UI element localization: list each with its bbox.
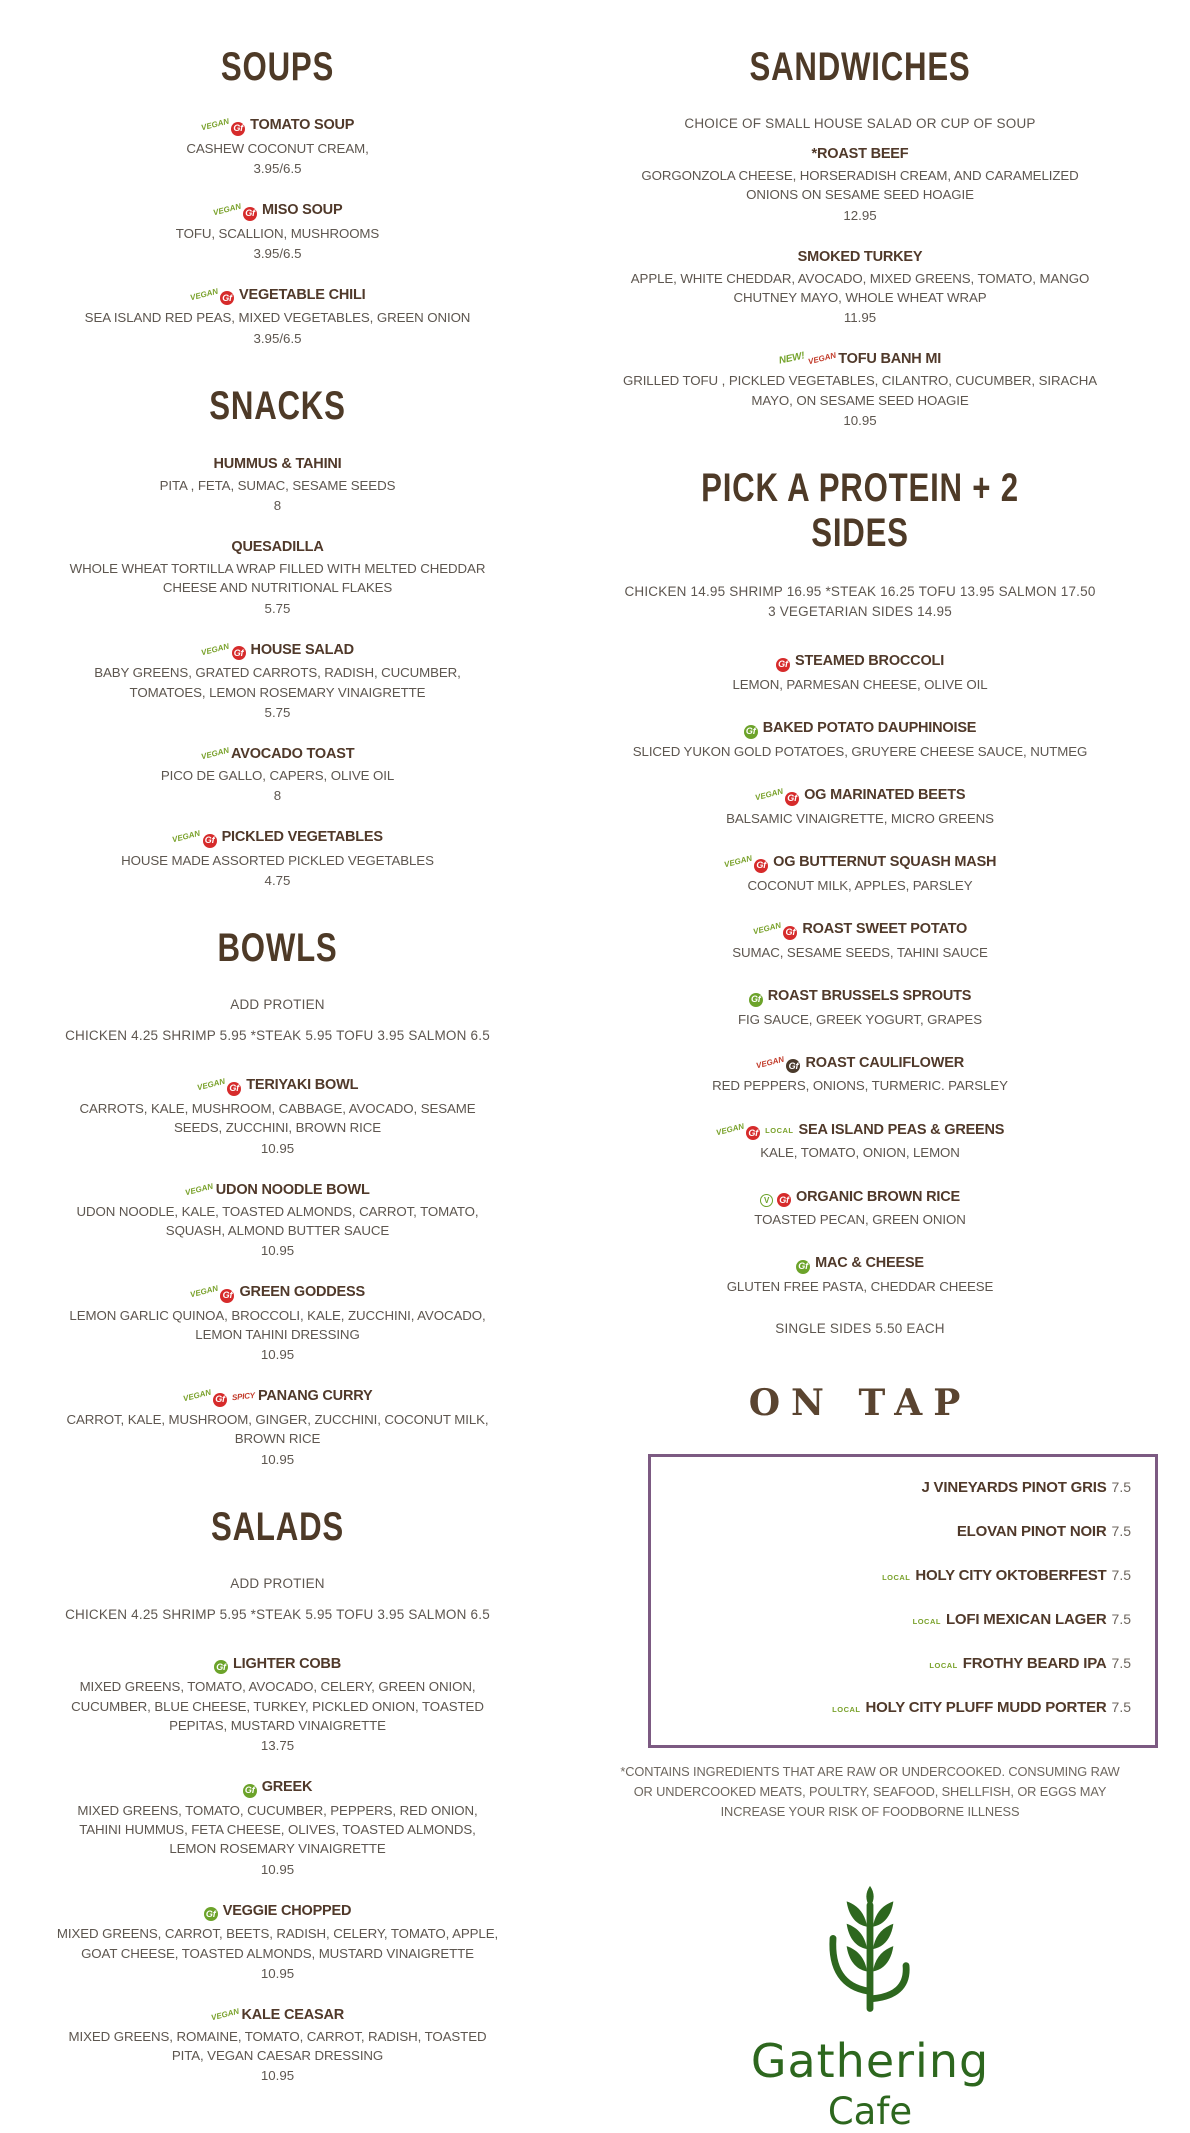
protein-prices: CHICKEN 14.95 SHRIMP 16.95 *STEAK 16.25 TOFU 13.95 SALMON 17.50 3 VEGETARIAN SIDES 14.95 xyxy=(624,583,1096,620)
item-name: KALE CEASAR xyxy=(241,2006,344,2023)
item-description: CARROT, KALE, MUSHROOM, GINGER, ZUCCHINI, COCONUT MILK, BROWN RICE xyxy=(66,1412,489,1447)
gluten-free-badge: Gf xyxy=(227,1082,241,1096)
menu-item xyxy=(620,248,1100,326)
menu-item xyxy=(620,652,1100,694)
item-name: OG MARINATED BEETS xyxy=(804,787,966,804)
local-badge: LOCAL xyxy=(912,1617,941,1627)
vegan-badge: VEGAN xyxy=(181,1388,212,1404)
item-name-line xyxy=(620,719,1100,739)
tap-item-name: J VINEYARDS PINOT GRIS xyxy=(921,1479,1107,1497)
item-price: 4.75 xyxy=(264,873,291,889)
item-price: 10.95 xyxy=(260,1965,295,1981)
item-name-line xyxy=(55,1655,500,1675)
menu-item xyxy=(55,745,500,803)
item-name-line xyxy=(620,786,1100,806)
item-name: PICKLED VEGETABLES xyxy=(221,829,383,846)
item-description: CARROTS, KALE, MUSHROOM, CABBAGE, AVOCADO, SESAME SEEDS, ZUCCHINI, BROWN RICE xyxy=(79,1101,476,1136)
item-description: GRILLED TOFU , PICKLED VEGETABLES, CILANTRO, CUCUMBER, SIRACHA MAYO, ON SESAME SEED HOAGIE xyxy=(622,373,1098,408)
item-description: TOFU, SCALLION, MUSHROOMS xyxy=(175,225,380,241)
item-description: APPLE, WHITE CHEDDAR, AVOCADO, MIXED GREENS, TOMATO, MANGO CHUTNEY MAYO, WHOLE WHEAT WRAP xyxy=(630,270,1090,306)
menu-item xyxy=(620,1188,1100,1230)
item-description: GORGONZOLA CHEESE, HORSERADISH CREAM, AND CARAMELIZED ONIONS ON SESAME SEED HOAGIE xyxy=(641,168,1079,203)
item-name: *ROAST BEEF xyxy=(811,146,909,162)
right-column xyxy=(620,45,1131,2133)
item-description: GLUTEN FREE PASTA, CHEDDAR CHEESE xyxy=(726,1279,994,1295)
item-price: 13.75 xyxy=(260,1738,295,1754)
vegan-badge: VEGAN xyxy=(806,351,837,367)
gluten-free-badge: Gf xyxy=(746,1126,760,1140)
tap-item-name: ELOVAN PINOT NOIR xyxy=(956,1523,1107,1541)
menu-item xyxy=(55,641,500,720)
menu-item xyxy=(620,350,1100,428)
tap-item-price: 7.5 xyxy=(1111,1699,1131,1716)
item-name-line xyxy=(55,2006,500,2024)
gluten-free-badge: Gf xyxy=(777,1193,791,1207)
item-name: GREEK xyxy=(261,1779,313,1796)
item-price: 8 xyxy=(273,788,282,804)
on-tap-box xyxy=(648,1454,1158,1748)
gluten-free-badge: Gf xyxy=(744,725,758,739)
section-title-salads: SALADS xyxy=(211,1504,344,1549)
item-name: HOUSE SALAD xyxy=(250,641,354,658)
item-name-line xyxy=(55,538,500,556)
item-name-line xyxy=(55,1778,500,1798)
protein-prices: CHICKEN 4.25 SHRIMP 5.95 *STEAK 5.95 TOFU 3.95 SALMON 6.5 xyxy=(65,1606,490,1622)
vegan-badge: VEGAN xyxy=(199,116,230,133)
gluten-free-badge: Gf xyxy=(203,834,217,848)
menu-item xyxy=(620,1121,1100,1163)
menu-item xyxy=(55,1902,500,1981)
item-name: GREEN GODDESS xyxy=(239,1284,365,1301)
vegan-badge: VEGAN xyxy=(755,1054,786,1071)
menu-item xyxy=(620,920,1100,962)
item-description: PICO DE GALLO, CAPERS, OLIVE OIL xyxy=(160,768,395,783)
item-name: OG BUTTERNUT SQUASH MASH xyxy=(773,854,997,871)
tap-item xyxy=(675,1479,1131,1496)
new-item-badge: NEW! xyxy=(777,350,806,367)
logo-subname: Cafe xyxy=(827,2089,913,2133)
gluten-free-badge: Gf xyxy=(776,658,790,672)
item-name: BAKED POTATO DAUPHINOISE xyxy=(762,720,977,737)
single-sides-note: SINGLE SIDES 5.50 EACH xyxy=(775,1321,945,1337)
menu-item xyxy=(620,853,1100,895)
item-description: RED PEPPERS, ONIONS, TURMERIC. PARSLEY xyxy=(712,1078,1008,1094)
wheat-icon xyxy=(811,1880,929,2026)
add-protein-note: ADD PROTIEN xyxy=(230,1575,325,1591)
tap-item-name: HOLY CITY OKTOBERFEST xyxy=(915,1567,1107,1585)
vegan-badge: VEGAN xyxy=(714,1121,745,1138)
vegan-badge: VEGAN xyxy=(200,641,231,658)
item-name-line xyxy=(55,1283,500,1303)
item-description: MIXED GREENS, TOMATO, CUCUMBER, PEPPERS, RED ONION, TAHINI HUMMUS, FETA CHEESE, OLIVES, TOASTED ALMONDS, LEMON ROSEMARY VINAIGRETTE xyxy=(77,1802,478,1857)
tap-item-price: 7.5 xyxy=(1111,1567,1131,1584)
item-description: WHOLE WHEAT TORTILLA WRAP FILLED WITH MELTED CHEDDAR CHEESE AND NUTRITIONAL FLAKES xyxy=(69,561,486,596)
item-name-line xyxy=(620,145,1100,163)
vegan-badge: VEGAN xyxy=(752,920,782,937)
add-protein-note: ADD PROTIEN xyxy=(230,997,325,1013)
item-description: PITA , FETA, SUMAC, SESAME SEEDS xyxy=(159,477,396,493)
item-name-line xyxy=(55,828,500,848)
tap-item-price: 7.5 xyxy=(1111,1479,1131,1496)
item-price: 10.95 xyxy=(260,1243,295,1259)
menu-item xyxy=(55,1076,500,1155)
menu-item xyxy=(620,987,1100,1029)
item-name: PANANG CURRY xyxy=(258,1388,373,1405)
item-price: 10.95 xyxy=(260,1140,295,1156)
left-column-sections xyxy=(55,45,500,2083)
item-name: ROAST CAULIFLOWER xyxy=(805,1054,964,1071)
menu-item xyxy=(55,538,500,616)
right-column-sections xyxy=(620,45,1131,1822)
tap-item xyxy=(675,1655,1131,1672)
gluten-free-badge: Gf xyxy=(786,1059,800,1073)
tap-item-name: HOLY CITY PLUFF MUDD PORTER xyxy=(865,1699,1107,1717)
item-name-line xyxy=(620,853,1100,873)
item-description: TOASTED PECAN, GREEN ONION xyxy=(754,1212,966,1228)
item-name: HUMMUS & TAHINI xyxy=(213,455,342,472)
tap-item-price: 7.5 xyxy=(1111,1611,1131,1628)
menu-item xyxy=(620,786,1100,828)
item-price: 12.95 xyxy=(843,207,877,223)
menu-item xyxy=(55,828,500,888)
item-name-line xyxy=(55,286,500,306)
section-title-soups: SOUPS xyxy=(220,45,335,89)
item-name: ROAST BRUSSELS SPROUTS xyxy=(767,987,972,1004)
item-price: 10.95 xyxy=(260,2068,295,2084)
item-name-line xyxy=(620,1254,1100,1274)
item-name: VEGETABLE CHILI xyxy=(239,286,366,303)
section-subtitle: CHOICE OF SMALL HOUSE SALAD OR CUP OF SOUP xyxy=(684,116,1036,131)
menu-item xyxy=(620,1254,1100,1296)
section-title-pick-a-protein-2-sides: PICK A PROTEIN + 2 SIDES xyxy=(701,465,1019,555)
item-name: SMOKED TURKEY xyxy=(797,248,923,265)
item-description: KALE, TOMATO, ONION, LEMON xyxy=(760,1145,960,1161)
menu-item xyxy=(55,1655,500,1753)
item-name-line xyxy=(55,745,500,763)
menu-item xyxy=(620,719,1100,761)
item-price: 5.75 xyxy=(264,600,291,616)
item-name-line xyxy=(620,652,1100,672)
item-name-line xyxy=(620,1188,1100,1208)
menu-item xyxy=(55,286,500,346)
item-description: CASHEW COCONUT CREAM, xyxy=(186,140,369,156)
item-name: SEA ISLAND PEAS & GREENS xyxy=(798,1121,1005,1138)
menu-item xyxy=(55,1387,500,1466)
item-price: 3.95/6.5 xyxy=(253,160,302,176)
vegan-badge: VEGAN xyxy=(195,1077,226,1093)
item-name-line xyxy=(55,1181,500,1199)
menu-item xyxy=(55,201,500,261)
gluten-free-badge: Gf xyxy=(220,291,234,305)
gluten-free-badge: Gf xyxy=(213,1393,227,1407)
local-badge: LOCAL xyxy=(882,1573,911,1583)
item-description: COCONUT MILK, APPLES, PARSLEY xyxy=(747,877,973,893)
gluten-free-badge: Gf xyxy=(785,792,799,806)
item-price: 10.95 xyxy=(260,1861,295,1877)
item-name-line xyxy=(55,1076,500,1096)
tap-item-price: 7.5 xyxy=(1111,1523,1131,1540)
gluten-free-badge: Gf xyxy=(232,646,246,660)
item-description: SUMAC, SESAME SEEDS, TAHINI SAUCE xyxy=(732,944,988,960)
menu-item xyxy=(620,145,1100,223)
gluten-free-badge: Gf xyxy=(231,122,245,136)
logo-name: Gathering xyxy=(750,2033,990,2088)
vegetarian-badge: V xyxy=(760,1194,773,1207)
item-name-line xyxy=(55,1387,500,1407)
gluten-free-badge: Gf xyxy=(783,926,797,940)
item-name: UDON NOODLE BOWL xyxy=(215,1181,370,1198)
item-price: 8 xyxy=(273,498,282,514)
item-description: LEMON, PARMESAN CHEESE, OLIVE OIL xyxy=(732,677,988,693)
item-name: VEGGIE CHOPPED xyxy=(222,1902,352,1919)
vegan-badge: VEGAN xyxy=(753,786,784,803)
item-name-line xyxy=(620,987,1100,1007)
item-description: MIXED GREENS, CARROT, BEETS, RADISH, CELERY, TOMATO, APPLE, GOAT CHEESE, TOASTED ALMONDS, MUSTARD VINAIGRETTE xyxy=(56,1926,499,1961)
item-name: ORGANIC BROWN RICE xyxy=(796,1188,960,1205)
tap-item xyxy=(675,1567,1131,1584)
menu-item xyxy=(620,1054,1100,1096)
vegan-badge: VEGAN xyxy=(211,201,242,218)
vegan-badge: VEGAN xyxy=(189,1283,220,1300)
spicy-badge: SPICY xyxy=(231,1391,256,1403)
item-price: 3.95/6.5 xyxy=(253,330,302,346)
gluten-free-badge: Gf xyxy=(796,1260,810,1274)
section-title-bowls: BOWLS xyxy=(217,926,338,971)
item-description: SEA ISLAND RED PEAS, MIXED VEGETABLES, GREEN ONION xyxy=(84,310,471,326)
item-name-line xyxy=(620,1121,1100,1141)
item-name-line xyxy=(620,1054,1100,1074)
left-column xyxy=(55,45,500,2133)
item-price: 5.75 xyxy=(264,704,291,720)
item-name: MAC & CHEESE xyxy=(815,1255,924,1272)
gluten-free-badge: Gf xyxy=(243,1784,257,1798)
gluten-free-badge: Gf xyxy=(214,1660,228,1674)
section-title-snacks: SNACKS xyxy=(209,383,346,428)
item-price: 10.95 xyxy=(260,1347,295,1363)
item-price: 10.95 xyxy=(260,1451,295,1467)
item-description: LEMON GARLIC QUINOA, BROCCOLI, KALE, ZUCCHINI, AVOCADO, LEMON TAHINI DRESSING xyxy=(69,1307,486,1343)
tap-item xyxy=(675,1611,1131,1628)
restaurant-logo xyxy=(620,1880,1120,2133)
vegan-badge: VEGAN xyxy=(171,828,202,845)
vegan-badge: VEGAN xyxy=(722,853,753,870)
vegan-badge: VEGAN xyxy=(199,745,230,762)
item-name: QUESADILLA xyxy=(231,539,324,556)
vegan-badge: VEGAN xyxy=(184,1181,215,1197)
item-price: 3.95/6.5 xyxy=(253,245,302,261)
gluten-free-badge: Gf xyxy=(754,859,768,873)
protein-prices: CHICKEN 4.25 SHRIMP 5.95 *STEAK 5.95 TOFU 3.95 SALMON 6.5 xyxy=(65,1028,490,1044)
item-name: TERIYAKI BOWL xyxy=(246,1077,359,1094)
item-description: MIXED GREENS, ROMAINE, TOMATO, CARROT, RADISH, TOASTED PITA, VEGAN CAESAR DRESSING xyxy=(68,2028,487,2064)
item-description: BALSAMIC VINAIGRETTE, MICRO GREENS xyxy=(726,810,994,826)
item-name-line xyxy=(55,641,500,661)
item-price: 10.95 xyxy=(843,412,877,428)
menu-item xyxy=(55,1283,500,1362)
item-description: UDON NOODLE, KALE, TOASTED ALMONDS, CARROT, TOMATO, SQUASH, ALMOND BUTTER SAUCE xyxy=(76,1203,479,1238)
local-badge: LOCAL xyxy=(832,1705,861,1715)
local-badge: LOCAL xyxy=(765,1125,794,1135)
item-name-line xyxy=(55,201,500,221)
item-name-line xyxy=(620,350,1100,368)
item-description: BABY GREENS, GRATED CARROTS, RADISH, CUCUMBER, TOMATOES, LEMON ROSEMARY VINAIGRETTE xyxy=(94,665,461,700)
item-name-line xyxy=(55,455,500,473)
gluten-free-badge: Gf xyxy=(204,1907,218,1921)
item-description: SLICED YUKON GOLD POTATOES, GRUYERE CHEESE SAUCE, NUTMEG xyxy=(632,743,1088,759)
tap-item-price: 7.5 xyxy=(1111,1655,1131,1672)
menu-item xyxy=(55,1778,500,1876)
item-name: MISO SOUP xyxy=(262,201,343,218)
tap-item-name: LOFI MEXICAN LAGER xyxy=(945,1611,1107,1629)
item-name: LIGHTER COBB xyxy=(233,1655,341,1672)
gluten-free-badge: Gf xyxy=(220,1289,234,1303)
vegan-badge: VEGAN xyxy=(210,2006,240,2023)
menu-item xyxy=(55,1181,500,1259)
tap-item-name: FROTHY BEARD IPA xyxy=(962,1655,1107,1673)
section-title-sandwiches: SANDWICHES xyxy=(749,45,971,89)
item-name: ROAST SWEET POTATO xyxy=(802,921,968,938)
item-name-line xyxy=(55,1902,500,1922)
item-description: HOUSE MADE ASSORTED PICKLED VEGETABLES xyxy=(121,852,434,868)
tap-item xyxy=(675,1699,1131,1716)
item-description: FIG SAUCE, GREEK YOGURT, GRAPES xyxy=(738,1011,982,1027)
item-price: 11.95 xyxy=(843,310,877,326)
menu-item xyxy=(55,2006,500,2084)
item-name-line xyxy=(620,920,1100,940)
vegan-badge: VEGAN xyxy=(188,286,219,303)
tap-item xyxy=(675,1523,1131,1540)
item-name: STEAMED BROCCOLI xyxy=(794,653,945,670)
gluten-free-badge: Gf xyxy=(749,993,763,1007)
gluten-free-badge: Gf xyxy=(243,207,257,221)
item-name-line xyxy=(55,116,500,136)
section-title-on-tap: ON TAP xyxy=(748,1382,972,1425)
menu-item xyxy=(55,116,500,176)
item-name: TOFU BANH MI xyxy=(838,351,942,368)
menu-item xyxy=(55,455,500,513)
local-badge: LOCAL xyxy=(929,1661,958,1671)
item-name: TOMATO SOUP xyxy=(250,117,355,133)
item-description: MIXED GREENS, TOMATO, AVOCADO, CELERY, GREEN ONION, CUCUMBER, BLUE CHEESE, TURKEY, PICKLED ONION, TOASTED PEPITAS, MUSTARD VINAIGRETTE xyxy=(71,1679,484,1733)
item-name: AVOCADO TOAST xyxy=(231,745,355,762)
item-name-line xyxy=(620,248,1100,266)
raw-food-disclaimer: *CONTAINS INGREDIENTS THAT ARE RAW OR UNDERCOOKED. CONSUMING RAW OR UNDERCOOKED MEATS, POULTRY, SEAFOOD, SHELLFISH, OR EGGS MAY INCREASE YOUR RISK OF FOODBORNE ILLNESS xyxy=(620,1764,1120,1820)
